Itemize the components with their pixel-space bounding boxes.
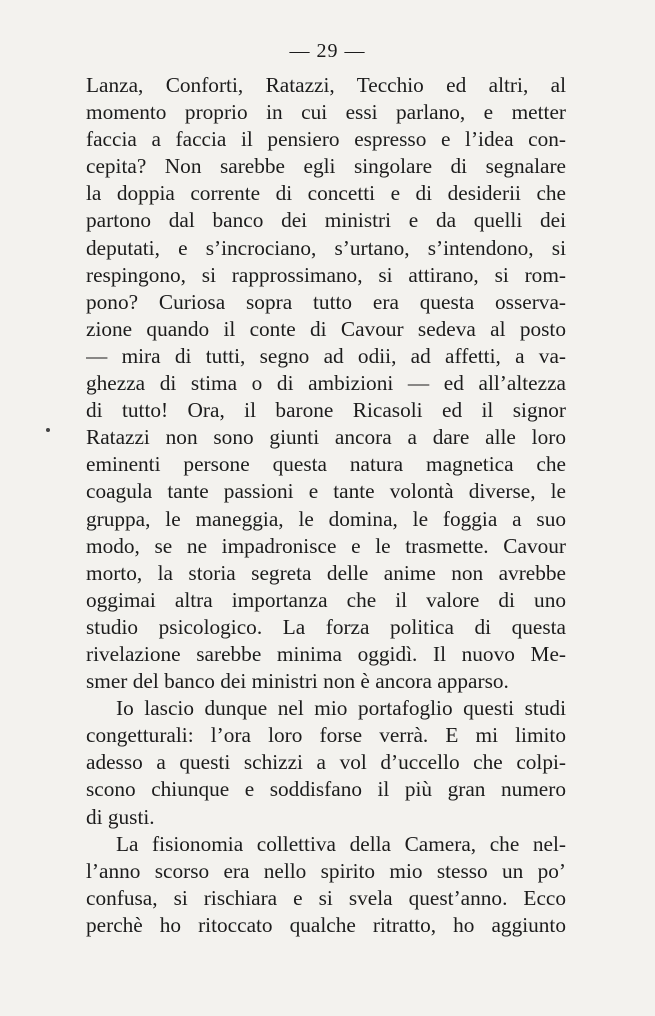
- text-line: la doppia corrente di concetti e di desiderii che: [86, 181, 566, 206]
- text-line: ghezza di stima o di ambizioni — ed all’altezza: [86, 371, 566, 396]
- text-line: adesso a questi schizzi a vol d’uccello che colpi-: [86, 750, 566, 775]
- text-line: gruppa, le maneggia, le domina, le foggia a suo: [86, 506, 566, 531]
- text-line: Lanza, Conforti, Ratazzi, Tecchio ed altri, al: [86, 73, 566, 97]
- text-line: modo, se ne impadronisce e le trasmette. Cavour: [86, 533, 566, 558]
- text-line: eminenti persone questa natura magnetica che: [86, 452, 566, 477]
- text-line: oggimai altra importanza che il valore di uno: [86, 587, 566, 612]
- text-line: di tutto! Ora, il barone Ricasoli ed il signor: [86, 398, 566, 423]
- text-line: morto, la storia segreta delle anime non avrebbe: [86, 560, 566, 585]
- text-line: momento proprio in cui essi parlano, e metter: [86, 100, 566, 125]
- text-line: studio psicologico. La forza politica di questa: [86, 614, 566, 639]
- text-line: perchè ho ritoccato qualche ritratto, ho aggiunto: [86, 912, 566, 937]
- text-line: l’anno scorso era nello spirito mio stesso un po’: [86, 858, 566, 883]
- text-line: pono? Curiosa sopra tutto era questa osserva-: [86, 289, 566, 314]
- ink-speck: [46, 428, 50, 432]
- text-line: faccia a faccia il pensiero espresso e l’idea con-: [86, 127, 566, 152]
- text-line: rivelazione sarebbe minima oggidì. Il nuovo Me-: [86, 641, 566, 666]
- text-line: partono dal banco dei ministri e da quelli dei: [86, 208, 566, 233]
- text-line: scono chiunque e soddisfano il più gran numero: [86, 777, 566, 802]
- text-line: smer del banco dei ministri non è ancora apparso.: [86, 669, 509, 694]
- text-line: Ratazzi non sono giunti ancora a dare alle loro: [86, 425, 566, 450]
- paragraph-start-line: La fisionomia collettiva della Camera, che nel-: [116, 831, 566, 856]
- body-text: [86, 72, 566, 939]
- text-line: coagula tante passioni e tante volontà diverse, le: [86, 479, 566, 504]
- text-line: confusa, si rischiara e si svela quest’anno. Ecco: [86, 885, 566, 910]
- paragraph-start-line: Io lascio dunque nel mio portafoglio questi studi: [116, 696, 566, 721]
- text-line: — mira di tutti, segno ad odii, ad affetti, a va-: [86, 343, 566, 368]
- text-line: cepita? Non sarebbe egli singolare di segnalare: [86, 154, 566, 179]
- page-number: — 29 —: [289, 40, 366, 62]
- text-line: zione quando il conte di Cavour sedeva al posto: [86, 316, 566, 341]
- text-line: deputati, e s’incrociano, s’urtano, s’intendono, si: [86, 235, 566, 260]
- text-line: respingono, si rapprossimano, si attirano, si rom-: [86, 262, 566, 287]
- text-line: di gusti.: [86, 804, 155, 829]
- text-line: congetturali: l’ora loro forse verrà. E mi limito: [86, 723, 566, 748]
